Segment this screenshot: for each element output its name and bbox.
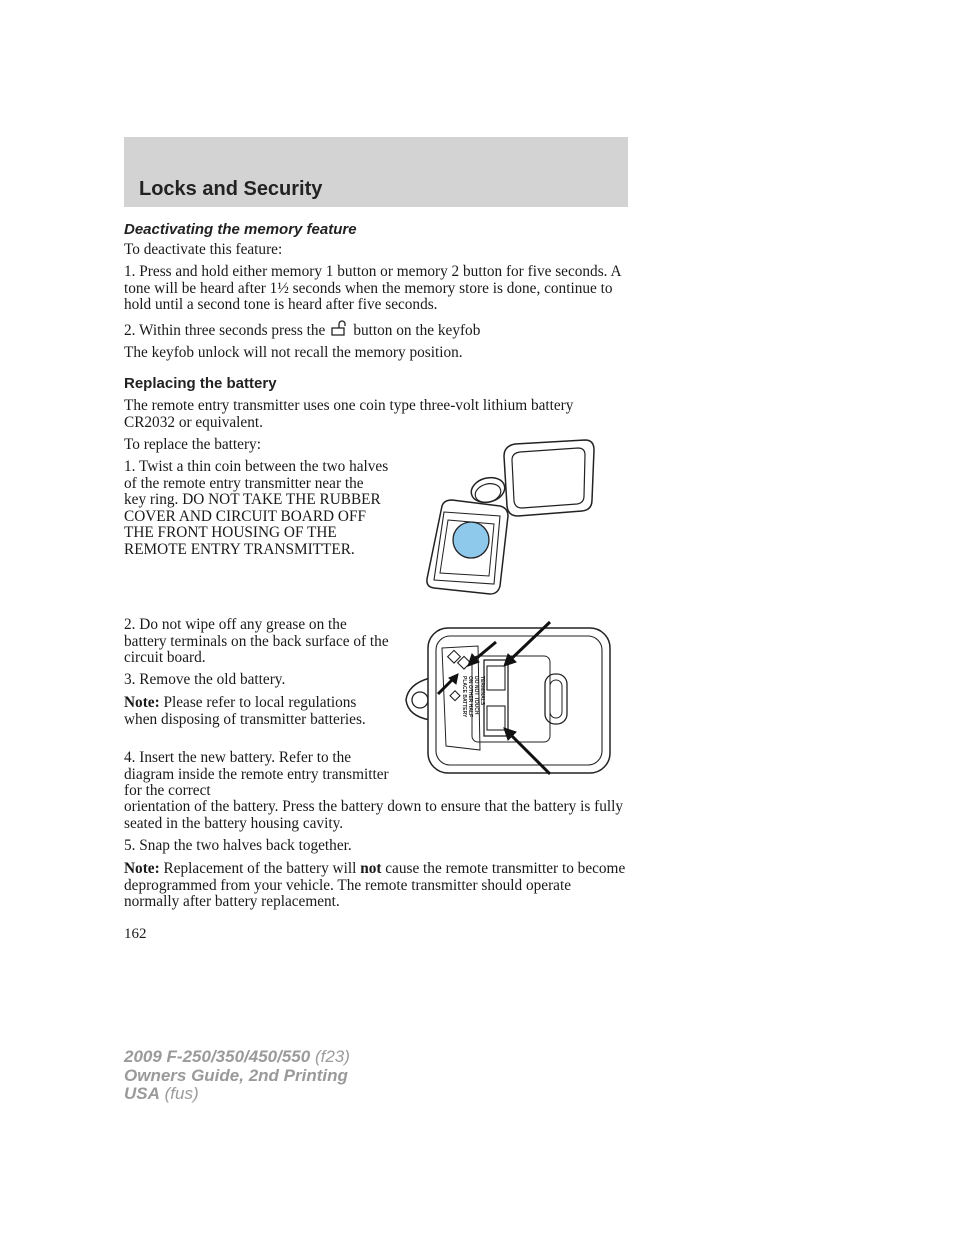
footer-market: USA [124,1084,160,1103]
section-title: Locks and Security [139,178,323,200]
note2-pre: Replacement of the battery will [159,860,361,877]
battery-to-replace: To replace the battery: [124,436,261,453]
note1-text: Please refer to local regulations when disposing of transmitter batteries. [124,694,366,728]
battery-step1: 1. Twist a thin coin between the two halves of the remote entry transmitter near the key ring. DO NOT TAKE THE RUBBER COVER AND CIRCUIT BOARD OFF THE FRONT HOUSING OF THE REMOTE ENTRY TRANSMITTER. [124,458,389,558]
deactivate-intro: To deactivate this feature: [124,241,283,258]
footer-line1 [124,1048,350,1067]
battery-step3: 3. Remove the old battery. [124,671,286,688]
deactivate-step1: 1. Press and hold either memory 1 button or memory 2 button for five seconds. A tone will be heard after 1½ seconds when the memory store is done, continue to hold until a second tone is heard after five seconds. [124,263,621,313]
terminal-label-line2: ON OTHER HALF [467,676,473,718]
footer-line3 [124,1085,350,1104]
terminal-label-line3: DO NOT TOUCH [473,676,479,715]
transmitter-inside-figure [400,618,616,780]
terminal-label-line1: PLACE BATTERY [461,676,467,718]
battery-heading: Replacing the battery [124,375,277,392]
battery-note1 [124,695,389,728]
step2-after: button on the keyfob [353,322,481,339]
battery-step5: 5. Snap the two halves back together. [124,837,352,854]
deactivate-note: The keyfob unlock will not recall the memory position. [124,344,463,361]
battery-note2 [124,861,628,911]
keyfob-figure [420,436,600,598]
footer-line2: Owners Guide, 2nd Printing [124,1065,348,1085]
note2-bold: not [360,860,382,877]
unlock-icon [329,320,347,342]
note1-label: Note: [124,694,160,711]
terminal-label-line4: TERMINALS [479,676,485,706]
note2-label: Note: [124,860,160,877]
footer-market-code: (fus) [159,1084,199,1103]
battery-step2: 2. Do not wipe off any grease on the battery terminals on the back surface of the circuit board. [124,616,389,666]
battery-step4-b: orientation of the battery. Press the battery down to ensure that the battery is fully seated in the battery housing cavity. [124,798,623,832]
deactivate-heading: Deactivating the memory feature [124,221,357,238]
battery-intro: The remote entry transmitter uses one coin type three-volt lithium battery CR2032 or equivalent. [124,397,574,431]
step2-before: 2. Within three seconds press the [124,322,326,339]
footer-model: 2009 F-250/350/450/550 [124,1047,311,1066]
footer-model-code: (f23) [310,1047,350,1066]
battery-step4-a: 4. Insert the new battery. Refer to the diagram inside the remote entry transmitter for the correct [124,749,389,799]
page-number: 162 [124,926,147,942]
note2-post: cause the remote transmitter to become deprogrammed from your vehicle. The remote transmitter should operate normally after battery replacement. [124,860,626,910]
deactivate-step2 [124,320,628,342]
footer [124,1048,350,1104]
